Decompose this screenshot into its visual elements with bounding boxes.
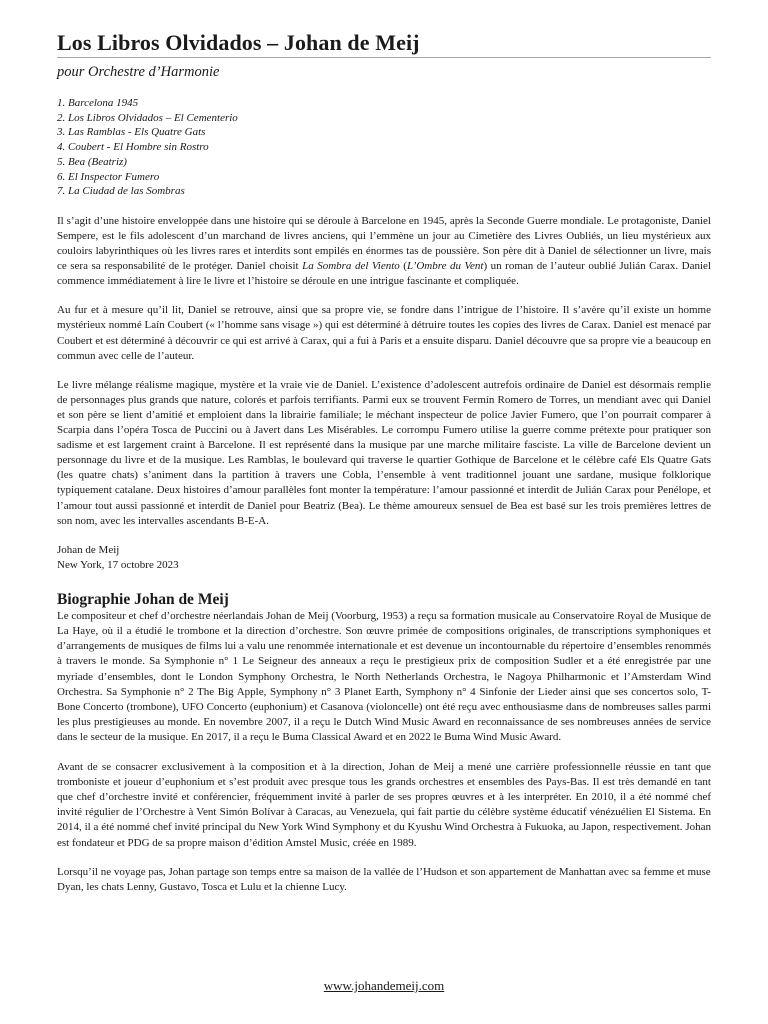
document-page: [57, 30, 711, 895]
movement-item: 7. La Ciudad de las Sombras: [57, 185, 185, 198]
website-link[interactable]: www.johandemeij.com: [323, 978, 445, 993]
movement-item: 6. El Inspector Fumero: [57, 170, 160, 183]
intro-text: Il s’agit d’une histoire enveloppée dans une histoire qui se déroule à Barcelone en 1945, après la Seconde Guerre mondiale. Le protagoniste, Daniel Sempere, est le fils adolescent d’un marchand de livres anciens, qui l’emmène un jour au Cimetière des Livres Oubliés, un lieu mystérieux aux couloirs labyrinthiques où les livres rares et interdits sont empilés en énormes tas de poussière. Son père dit à Daniel de sélectionner un livre, mais ce sera sa responsabilité de le protéger. Daniel choisit: [57, 214, 711, 273]
movement-item: 4. Coubert - El Hombre sin Rostro: [57, 141, 209, 154]
intro-paragraph-2: Au fur et à mesure qu’il lit, Daniel se retrouve, ainsi que sa propre vie, se fondre dans l’intrigue de l’histoire. Il s’avère qu’il existe un homme mystérieux nommé Laín Coubert (« l’homme sans visage ») qui est déterminé à détruire toutes les copies des livres de Carax. Daniel est menacé par Coubert et est déterminé à découvrir ce qui est arrivé à Carax, qui a fui à Paris et a ensuite disparu. Daniel découvre que sa propre vie a beaucoup en commun avec celle de l’auteur.: [57, 304, 711, 362]
intro-paragraph-1: [57, 214, 711, 289]
signature-name: Johan de Meij: [57, 543, 120, 556]
biography-paragraph-2: Avant de se consacrer exclusivement à la composition et à la direction, Johan de Meij a mené une carrière professionnelle réussie en tant que tromboniste et joueur d’euphonium et s’est produit avec presque tous les grands orchestres et ensembles des Pays-Bas. Il est très demandé en tant que chef d’orchestre invité et conférencier, fréquemment invité à parler de ses propres œuvres et à les interpréter. En 2010, il a été nommé chef invité régulier de l’Orchestre à Vent Simón Bolívar à Caracas, au Venezuela, qui fait partie du célèbre système éducatif vénézuélien El Sistema. En 2014, il a été nommé chef invité principal du New York Wind Symphony et du Kyushu Wind Orchestra à Fukuoka, au Japon, respectivement. Johan est fondateur et PDG de sa propre maison d’édition Amstel Music, créée en 1989.: [57, 760, 711, 849]
movement-item: 3. Las Ramblas - Els Quatre Gats: [57, 126, 206, 139]
biography-paragraph-3: Lorsqu’il ne voyage pas, Johan partage son temps entre sa maison de la vallée de l’Hudson et son appartement de Manhattan avec sa femme et muse Dyan, les chats Lenny, Gustavo, Tosca et Lulu et la chienne Lucy.: [57, 865, 711, 893]
intro-text: ) un roman de l’auteur oublié Julián Carax. Daniel commence immédiatement à lire le livre et l’histoire se déroule en une intrigue fascinante et compliquée.: [57, 260, 711, 288]
book-title-spanish: La Sombra del Viento: [302, 260, 400, 273]
signature-place-date: New York, 17 octobre 2023: [57, 558, 179, 571]
biography-paragraph-1: Le compositeur et chef d’orchestre néerlandais Johan de Meij (Voorburg, 1953) a reçu sa formation musicale au Conservatoire Royal de Musique de La Haye, où il a étudié le trombone et la direction d’orchestre. Son œuvre primée de compositions originales, de transcriptions symphoniques et d’arrangements de musiques de films lui a valu une renommée internationale et est devenue un incontournable du répertoire d’ensembles renommés à travers le monde. Sa Symphonie n° 1 Le Seigneur des anneaux a reçu le prestigieux prix de composition Sudler et a été enregistrée par une myriade d’ensembles, dont le London Symphony Orchestra, le North Netherlands Orchestra, le Nagoya Philharmonic et l’Amsterdam Wind Orchestra. Sa Symphonie n° 2 The Big Apple, Symphony n° 3 Planet Earth, Symphony n° 4 Sinfonie der Lieder ainsi que ses concertos solo, T-Bone Concerto (trombone), UFO Concerto (euphonium) et Casanova (violoncelle) ont été reçu avec enthousiasme dans de nombreuses salles parmi les plus prestigieuses au monde. En novembre 2007, il a reçu le Dutch Wind Music Award en reconnaissance de ses nombreuses années de service dans le secteur de la musique. En 2017, il a reçu le Buma Classical Award et en 2022 le Buma Wind Music Award.: [57, 609, 711, 744]
movement-list: [57, 96, 711, 199]
intro-text: (: [399, 260, 407, 273]
biography-heading: Biographie Johan de Meij: [57, 590, 229, 608]
intro-paragraph-3: Le livre mélange réalisme magique, mystère et la vraie vie de Daniel. L’existence d’adolescent autrefois ordinaire de Daniel est désormais remplie de personnages plus grands que nature, colorés et parfois terrifiants. Parmi eux se trouvent Fermín Romero de Torres, un mendiant avec qui Daniel et son père se lient d’amitié et emploient dans la librairie familiale; le méchant inspecteur de police Javier Fumero, que l’on pourrait comparer à Scarpia dans l’opéra Tosca de Puccini ou à Javert dans Les Misérables. Le corrompu Fumero utilise la guerre comme prétexte pour pratiquer son sadisme et est largement craint à Barcelone. Il est représenté dans la musique par une marche militaire fasciste. La ville de Barcelone devient un personnage du livre et de la musique. Les Ramblas, le boulevard qui traverse le quartier Gothique de Barcelone et le célèbre café Els Quatre Gats (les quatre chats) s’animent dans la partition à travers une Cobla, l’ensemble à vent traditionnel jouant une sardane, musique folklorique typiquement catalane. Deux histoires d’amour parallèles font monter la température: l’amour passionné et interdit de Julián Carax pour Penélope, et l’amour tout aussi passionné et interdit de Daniel pour Beatriz (Bea). Le thème amoureux sensuel de Bea est basé sur les trois premières lettres de son nom, avec les intervalles ascendants B-E-A.: [57, 378, 711, 527]
movement-item: 5. Bea (Beatriz): [57, 155, 127, 168]
movement-item: 1. Barcelona 1945: [57, 97, 139, 109]
movement-item: 2. Los Libros Olvidados – El Cementerio: [57, 111, 238, 124]
footer: [0, 975, 768, 994]
signature: [57, 543, 711, 573]
book-title-french: L’Ombre du Vent: [406, 260, 484, 273]
page-subtitle: pour Orchestre d’Harmonie: [57, 64, 220, 80]
page-title: Los Libros Olvidados – Johan de Meij: [57, 30, 711, 58]
